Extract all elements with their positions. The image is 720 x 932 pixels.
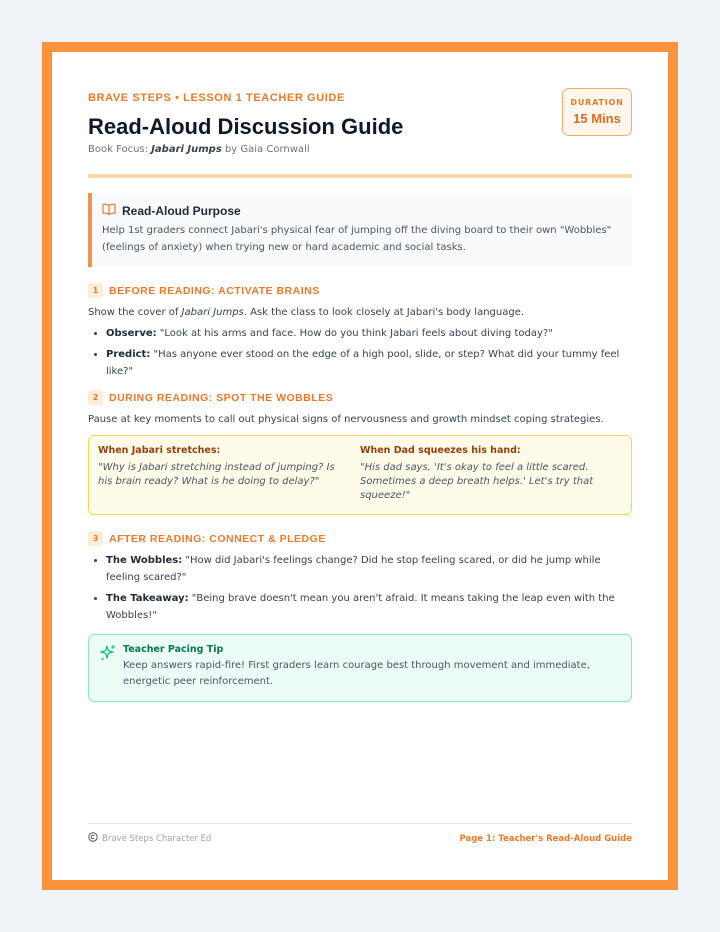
wobble-moments-box: [88, 435, 632, 515]
section-3-bullets: [88, 552, 632, 624]
section-2-intro: Pause at key moments to call out physical signs of nervousness and growth mindset coping strategies.: [88, 414, 604, 425]
section-title: BEFORE READING: ACTIVATE BRAINS: [109, 284, 320, 297]
section-number: 2: [88, 390, 103, 405]
section-number: 3: [88, 531, 103, 546]
moment-quote: "His dad says, 'It's okay to feel a little scared. Sometimes a deep breath helps.' Let's try that squeeze!": [360, 462, 594, 501]
tip-content: [123, 644, 621, 692]
header: [88, 52, 632, 178]
book-title: Jabari Jumps: [151, 144, 222, 155]
footer-left: [88, 832, 211, 845]
purpose-body: Help 1st graders connect Jabari's physical fear of jumping off the diving board to their own "Wobbles" (feelings of anxiety) when trying new or hard academic and social tasks.: [102, 225, 612, 253]
section-number: 1: [88, 283, 103, 298]
list-item: [106, 590, 632, 624]
intro-book-title: Jabari Jumps: [181, 307, 244, 318]
duration-label: DURATION: [570, 98, 624, 107]
bullet-label: Observe:: [106, 328, 157, 339]
bullet-text: "Look at his arms and face. How do you think Jabari feels about diving today?": [156, 328, 553, 339]
book-open-icon: [102, 203, 116, 218]
duration-value: 15 Mins: [573, 111, 621, 126]
footer-page-label: Page 1: Teacher's Read-Aloud Guide: [459, 833, 632, 844]
moment-quote: "Why is Jabari stretching instead of jumping? Is his brain ready? What is he doing to delay?": [98, 462, 335, 487]
moment-card: [360, 445, 622, 505]
pacing-tip-callout: [88, 634, 632, 702]
moment-heading: When Dad squeezes his hand:: [360, 445, 521, 456]
page-title: Read-Aloud Discussion Guide: [88, 114, 404, 139]
list-item: [106, 346, 632, 380]
bullet-label: The Wobbles:: [106, 555, 183, 566]
moment-heading: When Jabari stretches:: [98, 445, 221, 456]
bullet-label: The Takeaway:: [106, 593, 189, 604]
book-author: by Gaia Cornwall: [221, 144, 310, 155]
book-focus-prefix: Book Focus:: [88, 144, 152, 155]
page-footer: [88, 823, 632, 845]
lesson-eyebrow: BRAVE STEPS • LESSON 1 TEACHER GUIDE: [88, 92, 345, 104]
section-title: DURING READING: SPOT THE WOBBLES: [109, 391, 334, 404]
purpose-callout: [88, 193, 632, 267]
bullet-text: "Being brave doesn't mean you aren't afraid. It means taking the leap even with the Wobbles!": [106, 593, 615, 621]
section-3-header: [88, 531, 632, 546]
list-item: [106, 325, 632, 342]
sparkles-icon: [99, 644, 117, 692]
intro-text: . Ask the class to look closely at Jabari's body language.: [243, 307, 525, 318]
section-title: AFTER READING: CONNECT & PLEDGE: [109, 532, 326, 545]
purpose-heading: Read-Aloud Purpose: [122, 203, 241, 218]
section-1-bullets: [88, 325, 632, 380]
page-border: [42, 42, 678, 890]
bullet-label: Predict:: [106, 349, 151, 360]
section-1-header: [88, 283, 632, 298]
list-item: [106, 552, 632, 586]
copyright-icon: [88, 832, 98, 845]
bullet-text: "Has anyone ever stood on the edge of a high pool, slide, or step? What did your tummy feel like?": [106, 349, 620, 377]
section-2-header: [88, 390, 632, 405]
duration-badge: [562, 88, 632, 136]
bullet-text: "How did Jabari's feelings change? Did he stop feeling scared, or did he jump while feeling scared?": [106, 555, 601, 583]
guide-page: [52, 52, 668, 880]
footer-brand: Brave Steps Character Ed: [102, 833, 212, 844]
tip-heading: Teacher Pacing Tip: [123, 644, 224, 655]
tip-body: Keep answers rapid-fire! First graders learn courage best through movement and immediate, energetic peer reinforcement.: [123, 660, 590, 687]
section-1-intro: [88, 306, 632, 320]
moment-card: [98, 445, 360, 505]
purpose-heading-row: [102, 203, 618, 218]
intro-text: Show the cover of: [88, 307, 182, 318]
book-focus: [88, 144, 632, 155]
